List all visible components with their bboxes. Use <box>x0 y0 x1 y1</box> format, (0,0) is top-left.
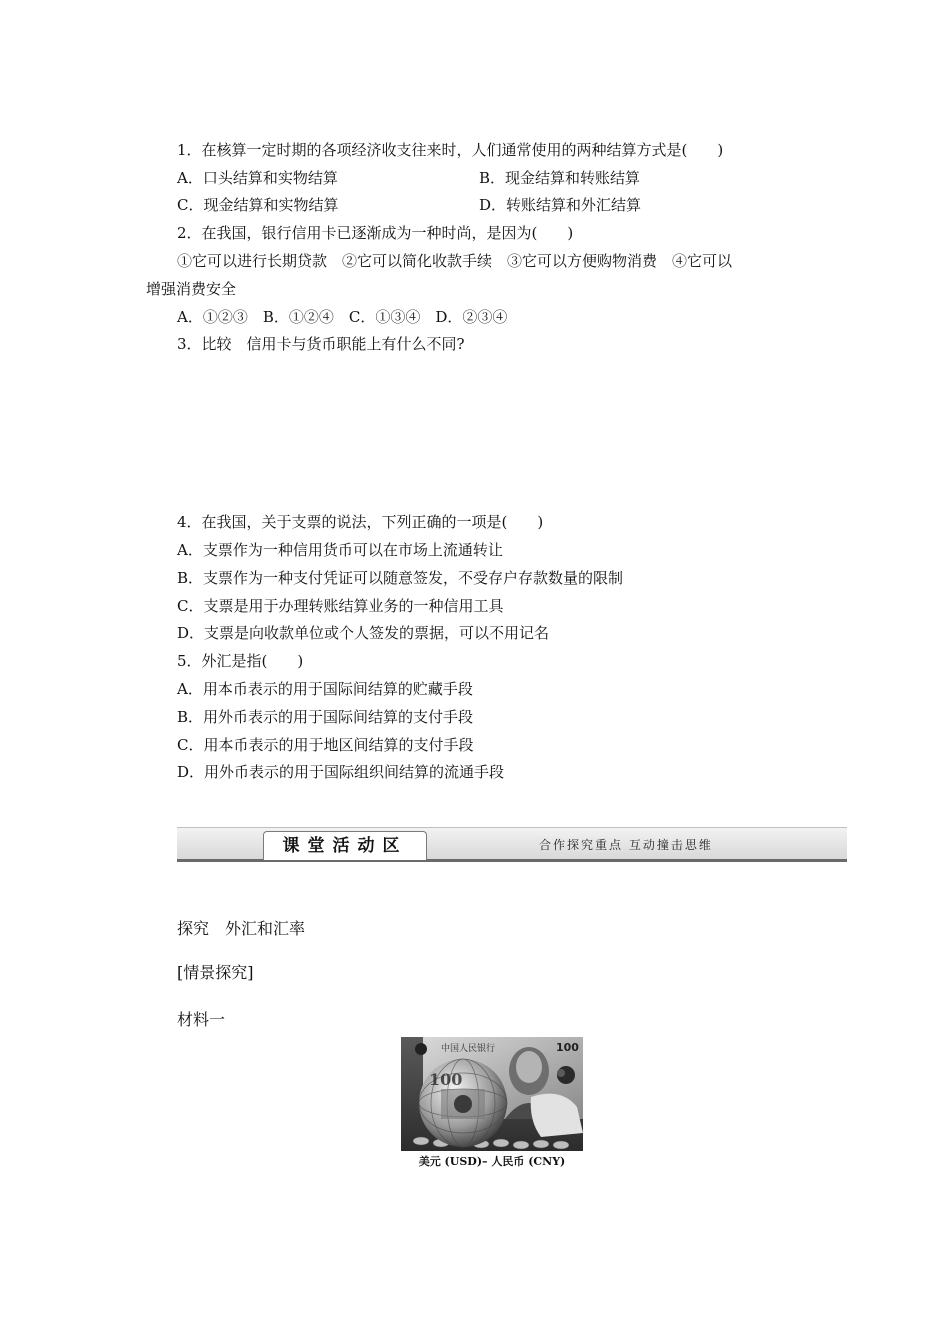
q2-options: A．①②③ B．①②④ C．①③④ D．②③④ <box>177 308 508 326</box>
q4-option-b: B．支票作为一种支付凭证可以随意签发，不受存户存款数量的限制 <box>177 569 624 587</box>
q4-option-d: D．支票是向收款单位或个人签发的票据，可以不用记名 <box>177 624 550 642</box>
currency-illustration <box>401 1037 583 1151</box>
q2-items-line2: 增强消费安全 <box>146 280 237 298</box>
q1-option-b: B．现金结算和转账结算 <box>479 169 641 187</box>
q1-option-d: D．转账结算和外汇结算 <box>479 196 642 214</box>
q5-option-c: C．用本币表示的用于地区间结算的支付手段 <box>177 736 474 754</box>
q5-option-d: D．用外币表示的用于国际组织间结算的流通手段 <box>177 763 505 781</box>
photo-caption: 美元 (USD)– 人民币 (CNY) <box>418 1155 566 1168</box>
q5-stem: 5．外汇是指( ) <box>177 652 304 670</box>
banner-subtitle: 合作探究重点 互动撞击思维 <box>539 838 713 852</box>
q3-stem: 3．比较 信用卡与货币职能上有什么不同? <box>177 335 465 353</box>
q1-option-c: C．现金结算和实物结算 <box>177 196 339 214</box>
material-label: 材料一 <box>177 1010 226 1029</box>
q2-stem: 2．在我国，银行信用卡已逐渐成为一种时尚，是因为( ) <box>177 224 574 242</box>
q1-option-a: A．口头结算和实物结算 <box>177 169 338 187</box>
banknote-value: 100 <box>556 1041 579 1054</box>
banknote-text: 中国人民银行 <box>441 1044 496 1054</box>
q5-option-b: B．用外币表示的用于国际间结算的支付手段 <box>177 708 474 726</box>
banner-title: 课堂活动区 <box>263 831 427 860</box>
q1-stem: 1．在核算一定时期的各项经济收支往来时，人们通常使用的两种结算方式是( ) <box>177 141 724 159</box>
dollar-value: 100 <box>429 1070 463 1089</box>
q5-option-a: A．用本币表示的用于国际间结算的贮藏手段 <box>177 680 473 698</box>
section-subheading: [情景探究] <box>177 963 254 982</box>
q4-stem: 4．在我国，关于支票的说法，下列正确的一项是( ) <box>177 513 544 531</box>
currency-photo <box>401 1037 583 1151</box>
q4-option-c: C．支票是用于办理转账结算业务的一种信用工具 <box>177 597 504 615</box>
q2-items-line1: ①它可以进行长期贷款 ②它可以简化收款手续 ③它可以方便购物消费 ④它可以 <box>177 252 733 270</box>
q4-option-a: A．支票作为一种信用货币可以在市场上流通转让 <box>177 541 503 559</box>
section-heading: 探究 外汇和汇率 <box>177 919 306 938</box>
section-banner <box>177 827 847 865</box>
